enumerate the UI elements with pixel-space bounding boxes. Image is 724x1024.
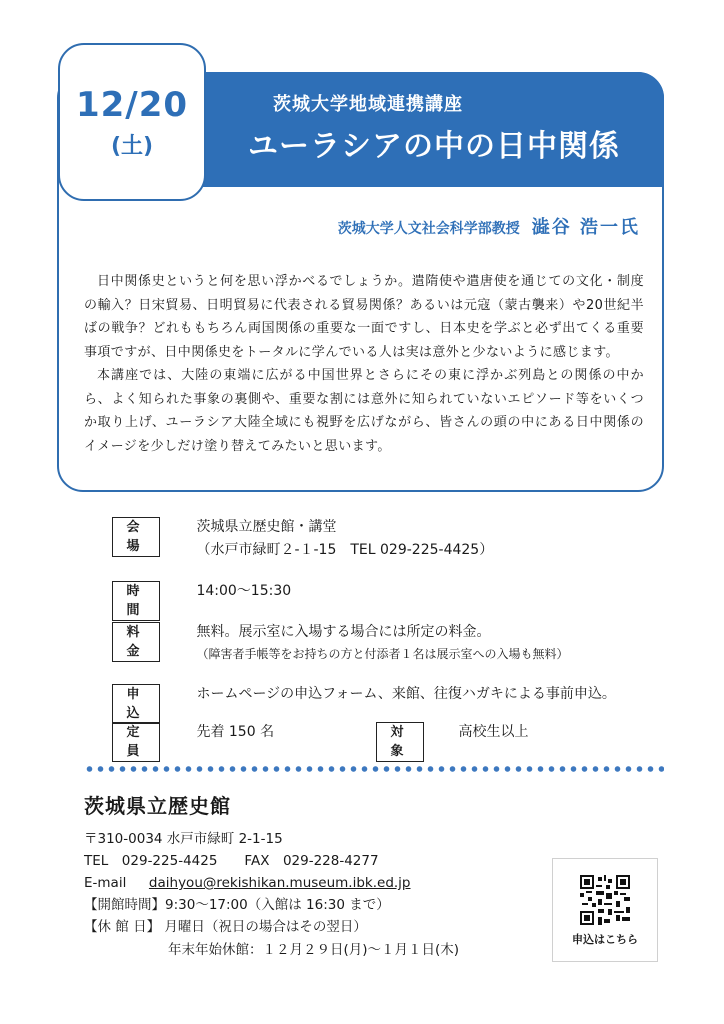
qr-caption: 申込はこちら (572, 933, 638, 946)
apply-value: ホームページの申込フォーム、来館、往復ハガキによる事前申込。 (196, 686, 616, 702)
capacity-row (112, 722, 274, 762)
museum-year-end: 年末年始休館：１２月２９日(月)〜１月１日(木) (168, 942, 460, 958)
email-link[interactable]: daihyou@rekishikan.museum.ibk.ed.jp (148, 875, 411, 891)
event-date: 12/20 (75, 85, 189, 125)
lecturer-name: 澁谷 浩一氏 (531, 217, 640, 238)
time-row (112, 581, 291, 621)
museum-hours: 【開館時間】9:30〜17:00（入館は 16:30 まで） (84, 897, 390, 913)
description-paragraph: 本講座では、大陸の東端に広がる中国世界とさらにその東に浮かぶ列島との関係の中から、よく知られた事象の裏側や、重要な割には意外に知られていないエピソード等をいくつか取り上げ、ユーラシア大陸全域にも視野を広げながら、皆さんの頭の中にある日中関係のイメージを少しだけ塗り替えてみたいと思います。 (84, 368, 644, 454)
description-paragraph: 日中関係史というと何を思い浮かべるでしょうか。遣隋使や遣唐使を通じての文化・制度の輸入？日宋貿易、日明貿易に代表される貿易関係？あるいは元寇（蒙古襲来）や20世紀半ばの戦争？どれももちろん両国関係の重要な一面ですし、日本史を学ぶと必ず出てくる重要事項ですが、日中関係史をトータルに学んでいる人は実は意外と少ないように感じます。 (84, 274, 644, 360)
museum-tel-fax: TEL 029-225-4425 FAX 029-228-4277 (84, 853, 379, 869)
time-label: 時 間 (112, 581, 160, 621)
series-name: 茨城大学地域連携講座 (273, 94, 463, 115)
museum-postal: 〒310-0034 水戸市緑町 2-1-15 (84, 831, 283, 847)
venue-address: （水戸市緑町２-１-15 TEL 029-225-4425） (196, 542, 494, 558)
target-row (376, 722, 528, 762)
event-title: ユーラシアの中の日中関係 (248, 129, 620, 164)
apply-row (112, 684, 616, 724)
venue-value: 茨城県立歴史館・講堂 (196, 519, 337, 535)
lecturer-affiliation: 茨城大学人文社会科学部教授 (337, 221, 520, 237)
dotted-divider (84, 766, 664, 772)
museum-closed: 【休 館 日】 月曜日（祝日の場合はその翌日） (84, 919, 367, 935)
museum-name: 茨城県立歴史館 (84, 794, 231, 818)
email-label: E-mail (84, 875, 127, 891)
venue-row (112, 517, 493, 560)
museum-email-row (84, 873, 411, 894)
fee-value: 無料。展示室に入場する場合には所定の料金。 (196, 624, 491, 640)
description (84, 270, 644, 458)
apply-label: 申 込 (112, 684, 160, 724)
target-label: 対 象 (376, 722, 424, 762)
fee-row (112, 622, 568, 664)
qr-code-panel[interactable] (552, 858, 658, 962)
fee-note: （障害者手帳等をお持ちの方と付添者１名は展示室への入場も無料） (196, 647, 569, 661)
qr-code-icon[interactable] (580, 875, 630, 925)
target-value: 高校生以上 (458, 724, 529, 740)
venue-label: 会 場 (112, 517, 160, 557)
fee-label: 料 金 (112, 622, 160, 662)
capacity-label: 定 員 (112, 722, 160, 762)
date-badge (58, 43, 206, 201)
event-weekday: (土) (110, 134, 154, 159)
capacity-value: 先着 150 名 (196, 724, 275, 740)
time-value: 14:00〜15:30 (196, 583, 292, 599)
lecturer (260, 213, 640, 239)
